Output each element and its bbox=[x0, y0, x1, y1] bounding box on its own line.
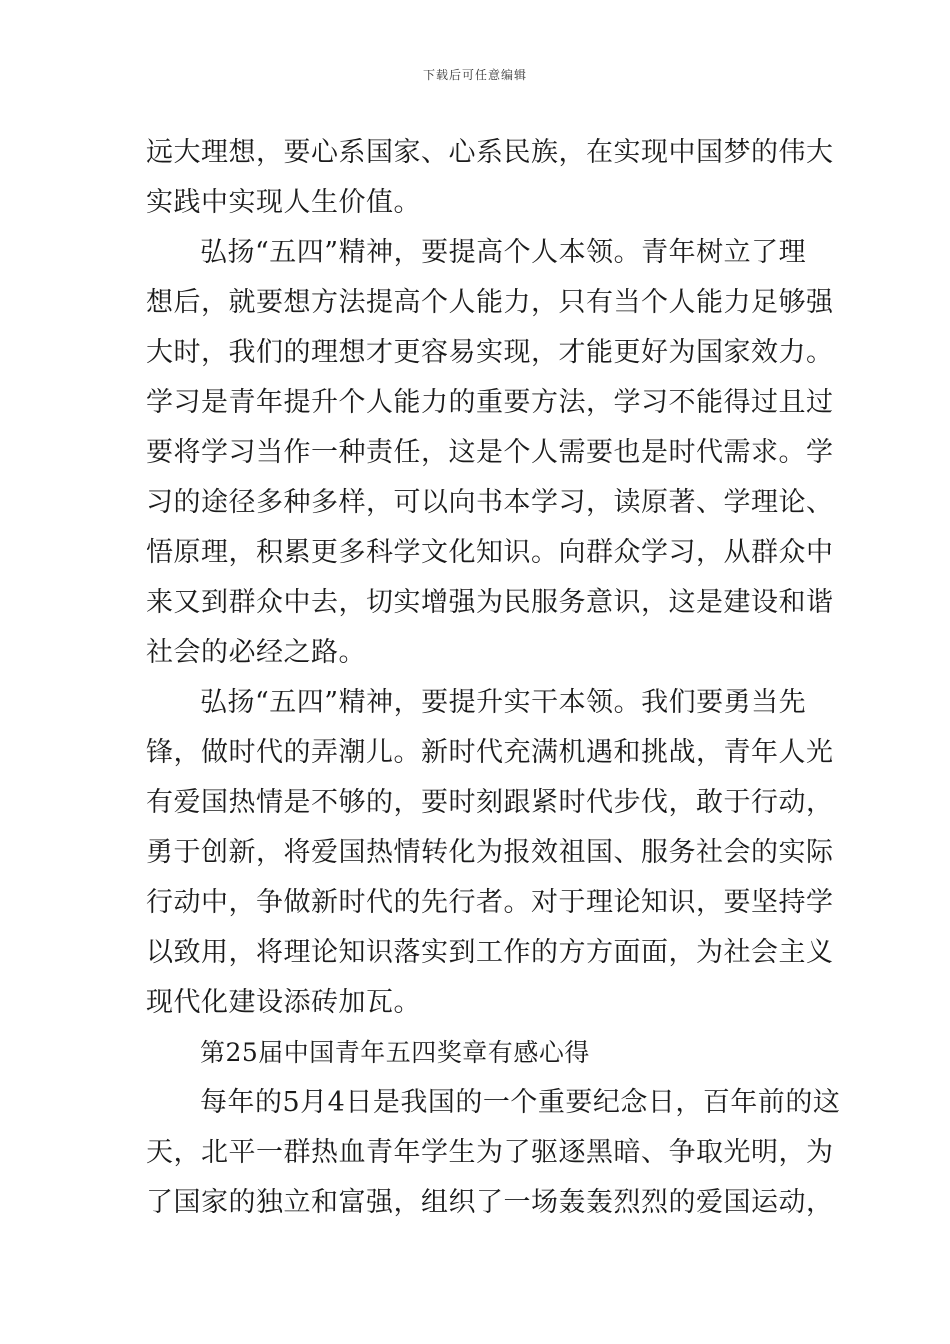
text-line: 要将学习当作一种责任，这是个人需要也是时代需求。学 bbox=[146, 437, 834, 468]
text-line: 学习是青年提升个人能力的重要方法，学习不能得过且过 bbox=[146, 387, 834, 418]
paragraph-start-line: 弘扬“五四”精神，要提升实干本领。我们要勇当先 bbox=[200, 687, 807, 718]
text-line: 习的途径多种多样，可以向书本学习，读原著、学理论、 bbox=[146, 487, 834, 518]
text-line: 大时，我们的理想才更容易实现，才能更好为国家效力。 bbox=[146, 337, 834, 368]
text-line: 勇于创新，将爱国热情转化为报效祖国、服务社会的实际 bbox=[146, 837, 834, 868]
text-line: 来又到群众中去，切实增强为民服务意识，这是建设和谐 bbox=[146, 587, 834, 618]
text-line: 悟原理，积累更多科学文化知识。向群众学习，从群众中 bbox=[146, 537, 834, 568]
section-heading: 第25届中国青年五四奖章有感心得 bbox=[200, 1038, 590, 1067]
paragraph-start-line: 每年的5月4日是我国的一个重要纪念日，百年前的这 bbox=[200, 1087, 841, 1118]
document-body bbox=[146, 128, 841, 1228]
text-line: 远大理想，要心系国家、心系民族，在实现中国梦的伟大 bbox=[146, 137, 834, 168]
text-line: 了国家的独立和富强，组织了一场轰轰烈烈的爱国运动， bbox=[146, 1187, 834, 1218]
text-line: 现代化建设添砖加瓦。 bbox=[146, 987, 421, 1018]
text-line: 实践中实现人生价值。 bbox=[146, 187, 421, 218]
text-line: 天，北平一群热血青年学生为了驱逐黑暗、争取光明，为 bbox=[146, 1137, 834, 1168]
text-line: 有爱国热情是不够的，要时刻跟紧时代步伐，敢于行动， bbox=[146, 787, 834, 818]
text-line: 以致用，将理论知识落实到工作的方方面面，为社会主义 bbox=[146, 937, 834, 968]
text-line: 社会的必经之路。 bbox=[146, 637, 366, 668]
paragraph-start-line: 弘扬“五四”精神，要提高个人本领。青年树立了理 bbox=[200, 237, 807, 268]
text-line: 想后，就要想方法提高个人能力，只有当个人能力足够强 bbox=[146, 287, 834, 318]
text-line: 锋，做时代的弄潮儿。新时代充满机遇和挑战，青年人光 bbox=[146, 737, 834, 768]
text-line: 行动中，争做新时代的先行者。对于理论知识，要坚持学 bbox=[146, 887, 834, 918]
page-header: 下载后可任意编辑 bbox=[422, 68, 527, 82]
